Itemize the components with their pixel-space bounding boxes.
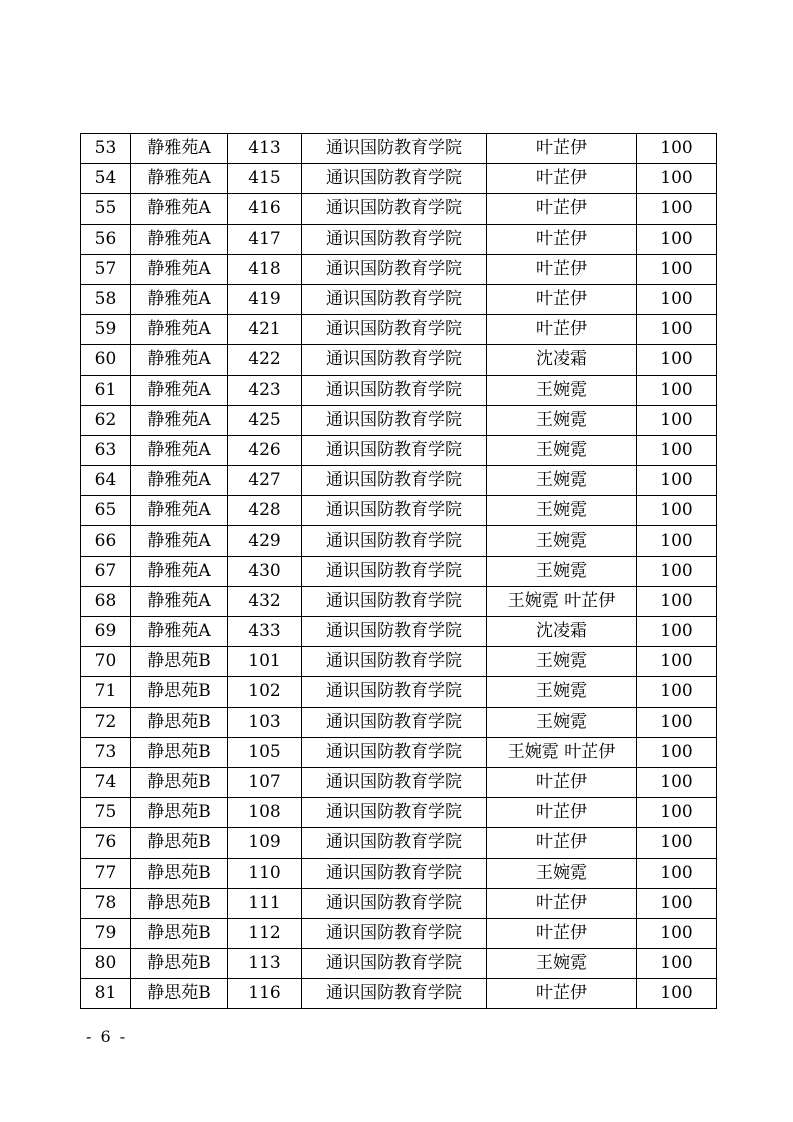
row-number-cell: 79 [81,918,131,948]
room-number-cell: 423 [228,375,302,405]
person-cell: 叶芷伊 [487,888,637,918]
table-row [81,617,717,647]
table-row [81,979,717,1009]
score-cell: 100 [637,224,717,254]
score-cell: 100 [637,254,717,284]
table-row [81,375,717,405]
college-cell: 通识国防教育学院 [302,224,487,254]
room-number-cell: 112 [228,918,302,948]
building-cell: 静思苑B [131,828,228,858]
score-cell: 100 [637,315,717,345]
person-cell: 沈凌霜 [487,345,637,375]
score-cell: 100 [637,737,717,767]
college-cell: 通识国防教育学院 [302,767,487,797]
college-cell: 通识国防教育学院 [302,737,487,767]
college-cell: 通识国防教育学院 [302,828,487,858]
building-cell: 静思苑B [131,888,228,918]
building-cell: 静雅苑A [131,164,228,194]
room-number-cell: 111 [228,888,302,918]
row-number-cell: 78 [81,888,131,918]
row-number-cell: 63 [81,435,131,465]
score-cell: 100 [637,284,717,314]
table-row [81,767,717,797]
college-cell: 通识国防教育学院 [302,405,487,435]
room-number-cell: 105 [228,737,302,767]
building-cell: 静雅苑A [131,284,228,314]
score-cell: 100 [637,405,717,435]
score-cell: 100 [637,918,717,948]
building-cell: 静雅苑A [131,526,228,556]
building-cell: 静雅苑A [131,315,228,345]
table-row [81,134,717,164]
page-number: - 6 - [86,1027,128,1046]
room-number-cell: 422 [228,345,302,375]
score-cell: 100 [637,164,717,194]
row-number-cell: 68 [81,586,131,616]
row-number-cell: 54 [81,164,131,194]
person-cell: 叶芷伊 [487,224,637,254]
college-cell: 通识国防教育学院 [302,345,487,375]
table-row [81,949,717,979]
college-cell: 通识国防教育学院 [302,677,487,707]
score-cell: 100 [637,949,717,979]
building-cell: 静雅苑A [131,405,228,435]
person-cell: 王婉霓 [487,375,637,405]
score-cell: 100 [637,888,717,918]
room-number-cell: 110 [228,858,302,888]
score-cell: 100 [637,466,717,496]
building-cell: 静雅苑A [131,466,228,496]
row-number-cell: 57 [81,254,131,284]
building-cell: 静思苑B [131,798,228,828]
person-cell: 王婉霓 [487,677,637,707]
table-row [81,798,717,828]
score-cell: 100 [637,375,717,405]
college-cell: 通识国防教育学院 [302,707,487,737]
score-cell: 100 [637,586,717,616]
college-cell: 通识国防教育学院 [302,466,487,496]
college-cell: 通识国防教育学院 [302,254,487,284]
person-cell: 王婉霓 [487,435,637,465]
row-number-cell: 65 [81,496,131,526]
row-number-cell: 62 [81,405,131,435]
room-number-cell: 113 [228,949,302,979]
row-number-cell: 58 [81,284,131,314]
row-number-cell: 53 [81,134,131,164]
score-cell: 100 [637,345,717,375]
person-cell: 沈凌霜 [487,617,637,647]
table-body [81,134,717,1009]
building-cell: 静雅苑A [131,375,228,405]
row-number-cell: 66 [81,526,131,556]
row-number-cell: 72 [81,707,131,737]
table-row [81,194,717,224]
room-number-cell: 433 [228,617,302,647]
score-cell: 100 [637,707,717,737]
person-cell: 叶芷伊 [487,828,637,858]
person-cell: 王婉霓 [487,707,637,737]
college-cell: 通识国防教育学院 [302,164,487,194]
room-number-cell: 415 [228,164,302,194]
person-cell: 叶芷伊 [487,918,637,948]
table-row [81,677,717,707]
person-cell: 王婉霓 叶芷伊 [487,586,637,616]
room-number-cell: 107 [228,767,302,797]
person-cell: 王婉霓 [487,858,637,888]
room-number-cell: 419 [228,284,302,314]
row-number-cell: 67 [81,556,131,586]
row-number-cell: 81 [81,979,131,1009]
building-cell: 静雅苑A [131,224,228,254]
college-cell: 通识国防教育学院 [302,496,487,526]
row-number-cell: 71 [81,677,131,707]
table-row [81,284,717,314]
table-row [81,224,717,254]
building-cell: 静思苑B [131,767,228,797]
person-cell: 王婉霓 [487,405,637,435]
table-row [81,164,717,194]
person-cell: 叶芷伊 [487,315,637,345]
person-cell: 叶芷伊 [487,979,637,1009]
table-row [81,858,717,888]
dormitory-score-table [80,133,717,1009]
building-cell: 静雅苑A [131,435,228,465]
college-cell: 通识国防教育学院 [302,858,487,888]
room-number-cell: 116 [228,979,302,1009]
table-row [81,345,717,375]
score-cell: 100 [637,828,717,858]
score-cell: 100 [637,496,717,526]
room-number-cell: 418 [228,254,302,284]
row-number-cell: 74 [81,767,131,797]
room-number-cell: 429 [228,526,302,556]
room-number-cell: 109 [228,828,302,858]
building-cell: 静思苑B [131,677,228,707]
score-cell: 100 [637,858,717,888]
building-cell: 静雅苑A [131,617,228,647]
building-cell: 静思苑B [131,707,228,737]
person-cell: 王婉霓 [487,949,637,979]
score-cell: 100 [637,556,717,586]
person-cell: 叶芷伊 [487,194,637,224]
table-row [81,888,717,918]
row-number-cell: 80 [81,949,131,979]
row-number-cell: 61 [81,375,131,405]
college-cell: 通识国防教育学院 [302,435,487,465]
score-cell: 100 [637,194,717,224]
person-cell: 叶芷伊 [487,767,637,797]
row-number-cell: 55 [81,194,131,224]
row-number-cell: 77 [81,858,131,888]
person-cell: 王婉霓 叶芷伊 [487,737,637,767]
college-cell: 通识国防教育学院 [302,888,487,918]
row-number-cell: 73 [81,737,131,767]
person-cell: 叶芷伊 [487,254,637,284]
table-row [81,435,717,465]
room-number-cell: 421 [228,315,302,345]
college-cell: 通识国防教育学院 [302,918,487,948]
score-cell: 100 [637,526,717,556]
table-row [81,315,717,345]
room-number-cell: 413 [228,134,302,164]
room-number-cell: 417 [228,224,302,254]
table-row [81,405,717,435]
person-cell: 王婉霓 [487,556,637,586]
college-cell: 通识国防教育学院 [302,556,487,586]
row-number-cell: 59 [81,315,131,345]
score-cell: 100 [637,767,717,797]
table-row [81,707,717,737]
score-cell: 100 [637,647,717,677]
score-cell: 100 [637,979,717,1009]
person-cell: 叶芷伊 [487,798,637,828]
row-number-cell: 70 [81,647,131,677]
row-number-cell: 75 [81,798,131,828]
room-number-cell: 425 [228,405,302,435]
table-row [81,737,717,767]
score-cell: 100 [637,617,717,647]
college-cell: 通识国防教育学院 [302,617,487,647]
score-cell: 100 [637,435,717,465]
person-cell: 王婉霓 [487,647,637,677]
building-cell: 静思苑B [131,737,228,767]
building-cell: 静雅苑A [131,194,228,224]
score-cell: 100 [637,677,717,707]
college-cell: 通识国防教育学院 [302,134,487,164]
college-cell: 通识国防教育学院 [302,315,487,345]
table-row [81,918,717,948]
person-cell: 王婉霓 [487,466,637,496]
college-cell: 通识国防教育学院 [302,284,487,314]
college-cell: 通识国防教育学院 [302,586,487,616]
person-cell: 叶芷伊 [487,134,637,164]
building-cell: 静思苑B [131,647,228,677]
room-number-cell: 108 [228,798,302,828]
room-number-cell: 427 [228,466,302,496]
college-cell: 通识国防教育学院 [302,949,487,979]
table-row [81,466,717,496]
row-number-cell: 60 [81,345,131,375]
table-row [81,526,717,556]
building-cell: 静雅苑A [131,556,228,586]
college-cell: 通识国防教育学院 [302,526,487,556]
building-cell: 静雅苑A [131,134,228,164]
college-cell: 通识国防教育学院 [302,798,487,828]
table-row [81,556,717,586]
room-number-cell: 101 [228,647,302,677]
building-cell: 静雅苑A [131,254,228,284]
college-cell: 通识国防教育学院 [302,194,487,224]
room-number-cell: 416 [228,194,302,224]
person-cell: 叶芷伊 [487,164,637,194]
person-cell: 王婉霓 [487,526,637,556]
row-number-cell: 64 [81,466,131,496]
room-number-cell: 428 [228,496,302,526]
building-cell: 静雅苑A [131,345,228,375]
row-number-cell: 69 [81,617,131,647]
room-number-cell: 430 [228,556,302,586]
person-cell: 王婉霓 [487,496,637,526]
table-row [81,586,717,616]
building-cell: 静雅苑A [131,586,228,616]
room-number-cell: 426 [228,435,302,465]
building-cell: 静思苑B [131,858,228,888]
table-row [81,828,717,858]
table-row [81,254,717,284]
building-cell: 静思苑B [131,979,228,1009]
college-cell: 通识国防教育学院 [302,979,487,1009]
row-number-cell: 56 [81,224,131,254]
college-cell: 通识国防教育学院 [302,375,487,405]
table-row [81,496,717,526]
score-cell: 100 [637,798,717,828]
room-number-cell: 102 [228,677,302,707]
building-cell: 静思苑B [131,949,228,979]
row-number-cell: 76 [81,828,131,858]
score-cell: 100 [637,134,717,164]
building-cell: 静雅苑A [131,496,228,526]
college-cell: 通识国防教育学院 [302,647,487,677]
room-number-cell: 432 [228,586,302,616]
table-row [81,647,717,677]
building-cell: 静思苑B [131,918,228,948]
room-number-cell: 103 [228,707,302,737]
person-cell: 叶芷伊 [487,284,637,314]
